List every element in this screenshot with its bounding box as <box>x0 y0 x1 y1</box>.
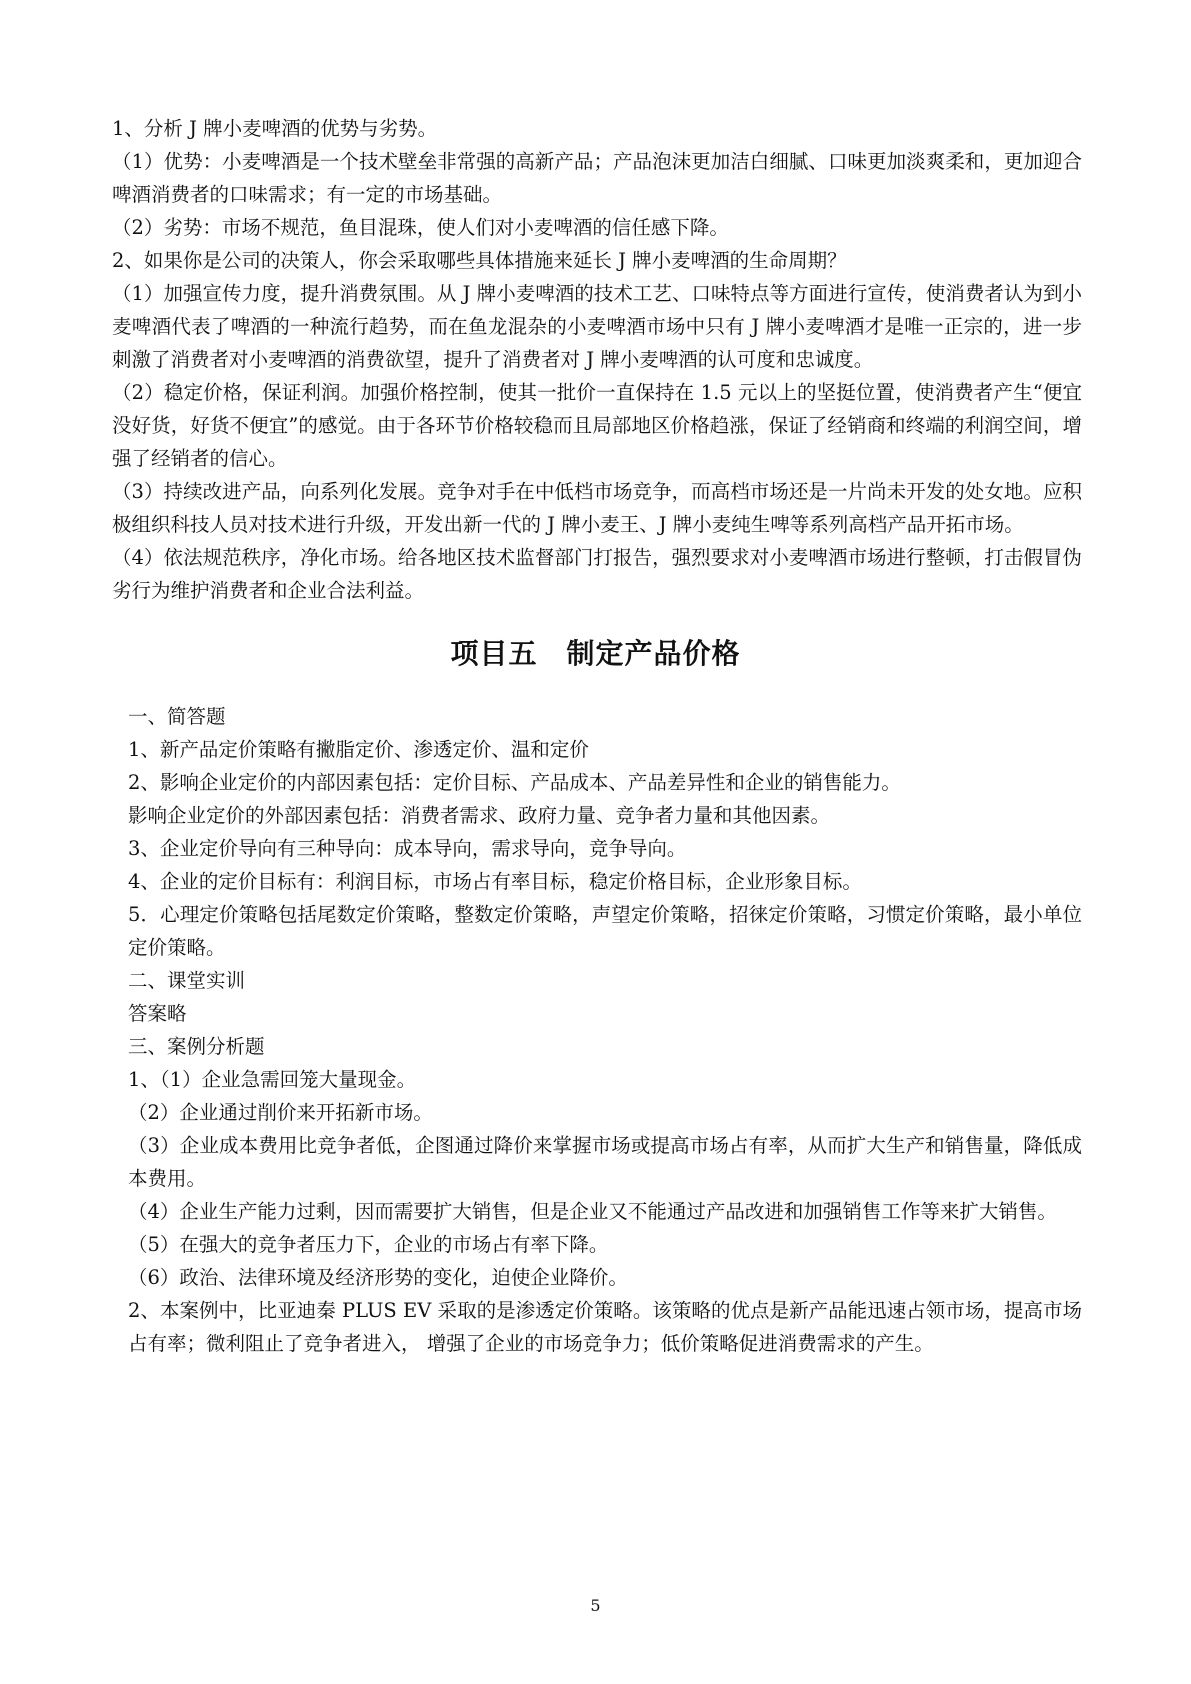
answer-paragraph: 5．心理定价策略包括尾数定价策略，整数定价策略，声望定价策略，招徕定价策略，习惯定价策略，最小单位定价策略。 <box>128 903 1082 959</box>
answer-paragraph: （4）企业生产能力过剩，因而需要扩大销售，但是企业又不能通过产品改进和加强销售工作等来扩大销售。 <box>128 1200 1057 1223</box>
answer-paragraph: （3）企业成本费用比竞争者低，企图通过降价来掌握市场或提高市场占有率，从而扩大生产和销售量，降低成本费用。 <box>128 1134 1082 1190</box>
answer-paragraph: （2）劣势：市场不规范，鱼目混珠，使人们对小麦啤酒的信任感下降。 <box>112 216 729 239</box>
answer-paragraph: 4、企业的定价目标有：利润目标，市场占有率目标，稳定价格目标，企业形象目标。 <box>128 870 862 893</box>
answer-paragraph: 2、影响企业定价的内部因素包括：定价目标、产品成本、产品差异性和企业的销售能力。 <box>128 771 901 794</box>
page-title: 项目五 制定产品价格 <box>450 637 741 670</box>
answer-paragraph: （6）政治、法律环境及经济形势的变化，迫使企业降价。 <box>128 1266 628 1289</box>
answer-paragraph: （1）优势：小麦啤酒是一个技术壁垒非常强的高新产品；产品泡沫更加洁白细腻、口味更加淡爽柔和，更加迎合啤酒消费者的口味需求；有一定的市场基础。 <box>112 150 1082 206</box>
answer-paragraph: 1、（1）企业急需回笼大量现金。 <box>128 1068 417 1091</box>
answer-paragraph: （3）持续改进产品，向系列化发展。竞争对手在中低档市场竞争，而高档市场还是一片尚未开发的处女地。应积极组织科技人员对技术进行升级，开发出新一代的 J 牌小麦王、J 牌小麦纯生啤等系列高档产品开拓市场。 <box>112 480 1082 536</box>
answer-paragraph: （1）加强宣传力度，提升消费氛围。从 J 牌小麦啤酒的技术工艺、口味特点等方面进行宣传，使消费者认为到小麦啤酒代表了啤酒的一种流行趋势，而在鱼龙混杂的小麦啤酒市场中只有 J 牌小麦啤酒才是唯一正宗的，进一步刺激了消费者对小麦啤酒的消费欲望，提升了消费者对 J 牌小麦啤酒的认可度和忠诚度。 <box>112 282 1082 371</box>
answer-paragraph: 3、企业定价导向有三种导向：成本导向，需求导向，竞争导向。 <box>128 837 687 860</box>
pricing-answer-section <box>112 700 1082 1360</box>
page-number: 5 <box>590 1596 601 1615</box>
question-heading: 2、如果你是公司的决策人，你会采取哪些具体措施来延长 J 牌小麦啤酒的生命周期？ <box>112 249 847 272</box>
answer-paragraph: （2）稳定价格，保证利润。加强价格控制，使其一批价一直保持在 1.5 元以上的坚挺位置，使消费者产生“便宜没好货，好货不便宜”的感觉。由于各环节价格较稳而且局部地区价格趋涨，保证了经销商和终端的利润空间，增强了经销者的信心。 <box>112 381 1082 470</box>
answer-paragraph: （5）在强大的竞争者压力下，企业的市场占有率下降。 <box>128 1233 609 1256</box>
section-heading: 一、简答题 <box>128 705 226 728</box>
answer-paragraph: （4）依法规范秩序，净化市场。给各地区技术监督部门打报告，强烈要求对小麦啤酒市场进行整顿，打击假冒伪劣行为维护消费者和企业合法利益。 <box>112 546 1082 602</box>
section-heading: 三、案例分析题 <box>128 1035 265 1058</box>
question-heading: 1、分析 J 牌小麦啤酒的优势与劣势。 <box>112 117 438 140</box>
section-heading: 二、课堂实训 <box>128 969 246 992</box>
answer-paragraph: 影响企业定价的外部因素包括：消费者需求、政府力量、竞争者力量和其他因素。 <box>128 804 831 827</box>
answer-paragraph: （2）企业通过削价来开拓新市场。 <box>128 1101 433 1124</box>
answer-paragraph: 1、新产品定价策略有撇脂定价、渗透定价、温和定价 <box>128 738 589 761</box>
answer-paragraph: 答案略 <box>128 1002 187 1025</box>
case-answer-section <box>112 112 1082 607</box>
answer-paragraph: 2、本案例中，比亚迪秦 PLUS EV 采取的是渗透定价策略。该策略的优点是新产品能迅速占领市场，提高市场占有率；微利阻止了竞争者进入， 增强了企业的市场竞争力；低价策略促进消费需求的产生。 <box>128 1299 1082 1355</box>
